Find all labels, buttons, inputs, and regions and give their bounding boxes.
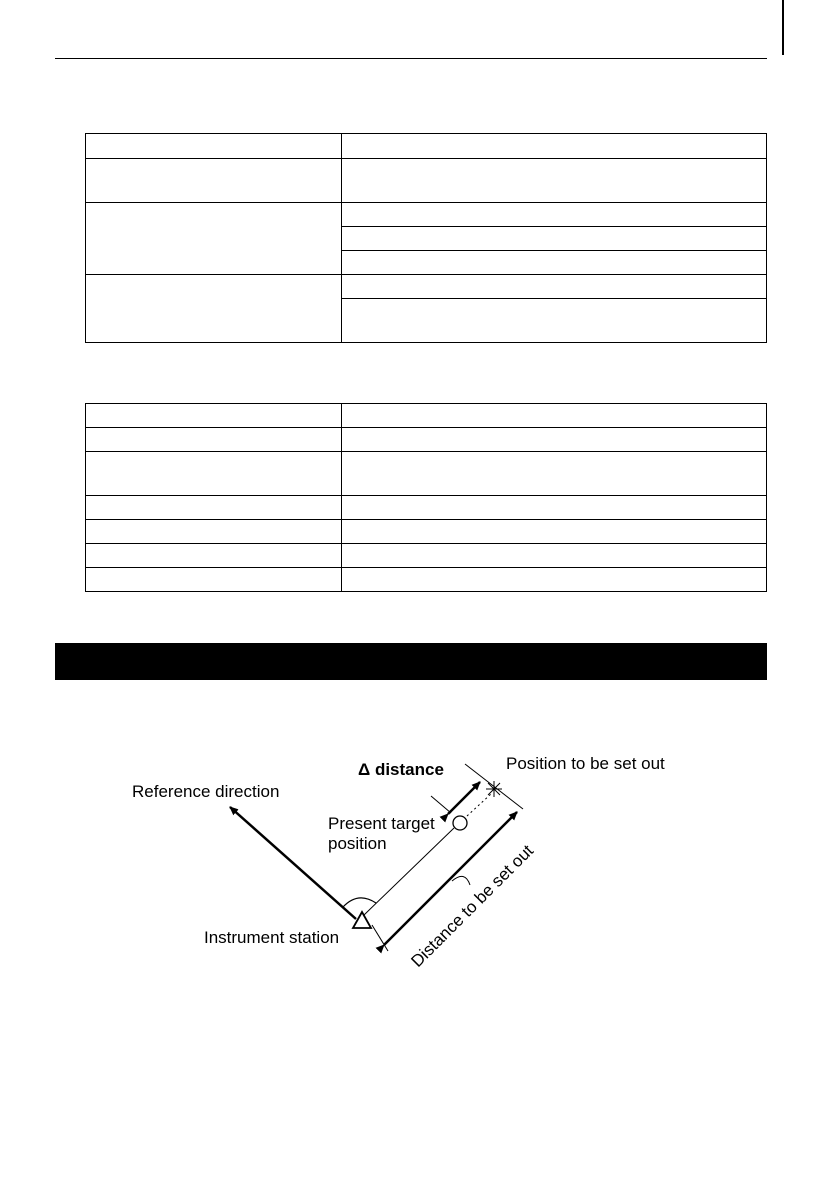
table-cell [342,134,767,159]
present-target-circle [453,816,467,830]
extension-line [431,796,451,813]
table-cell [342,568,767,592]
settings-table-1 [85,133,767,343]
table-cell [342,275,767,299]
reference-direction-label: Reference direction [132,782,280,801]
position-set-out-label: Position to be set out [506,754,665,773]
table-row [86,275,767,299]
table-row [86,203,767,227]
table-cell [342,520,767,544]
table-cell [86,203,342,275]
table-cell [342,203,767,227]
table-row [86,159,767,203]
vertical-crop-mark [782,0,784,55]
angle-arc [343,898,376,907]
distance-set-out-label: Distance to be set out [407,841,538,971]
target-offset-dotted-line [467,793,492,816]
table-cell [86,568,342,592]
section-heading-bar [55,643,767,680]
table-cell [342,544,767,568]
table-cell [86,452,342,496]
present-target-label: Present target [328,814,435,833]
table-row [86,428,767,452]
table-cell [342,496,767,520]
horizontal-crop-mark [55,58,767,59]
table-cell [342,251,767,275]
table-row [86,544,767,568]
delta-distance-label: Δ distance [358,760,444,779]
table-cell [86,520,342,544]
table-cell [86,134,342,159]
instrument-station-label: Instrument station [204,928,340,947]
table-cell [342,428,767,452]
table-cell [86,496,342,520]
table-row [86,520,767,544]
distance-label-leader [452,876,470,885]
table-cell [342,227,767,251]
table-cell [342,159,767,203]
table-cell [342,452,767,496]
table-row [86,404,767,428]
table-cell [86,428,342,452]
setting-out-diagram [120,745,710,985]
table-row [86,568,767,592]
table-cell [86,275,342,343]
table-row [86,134,767,159]
instrument-station-triangle [353,912,371,928]
present-target-label-line2: position [328,834,387,853]
extension-line [372,925,388,951]
table-cell [342,299,767,343]
table-cell [86,544,342,568]
table-row [86,452,767,496]
table-row [86,496,767,520]
set-out-position-cross [486,781,502,797]
settings-table-2 [85,403,767,592]
delta-distance-arrow [448,782,480,814]
table-cell [86,159,342,203]
table-cell [86,404,342,428]
table-cell [342,404,767,428]
